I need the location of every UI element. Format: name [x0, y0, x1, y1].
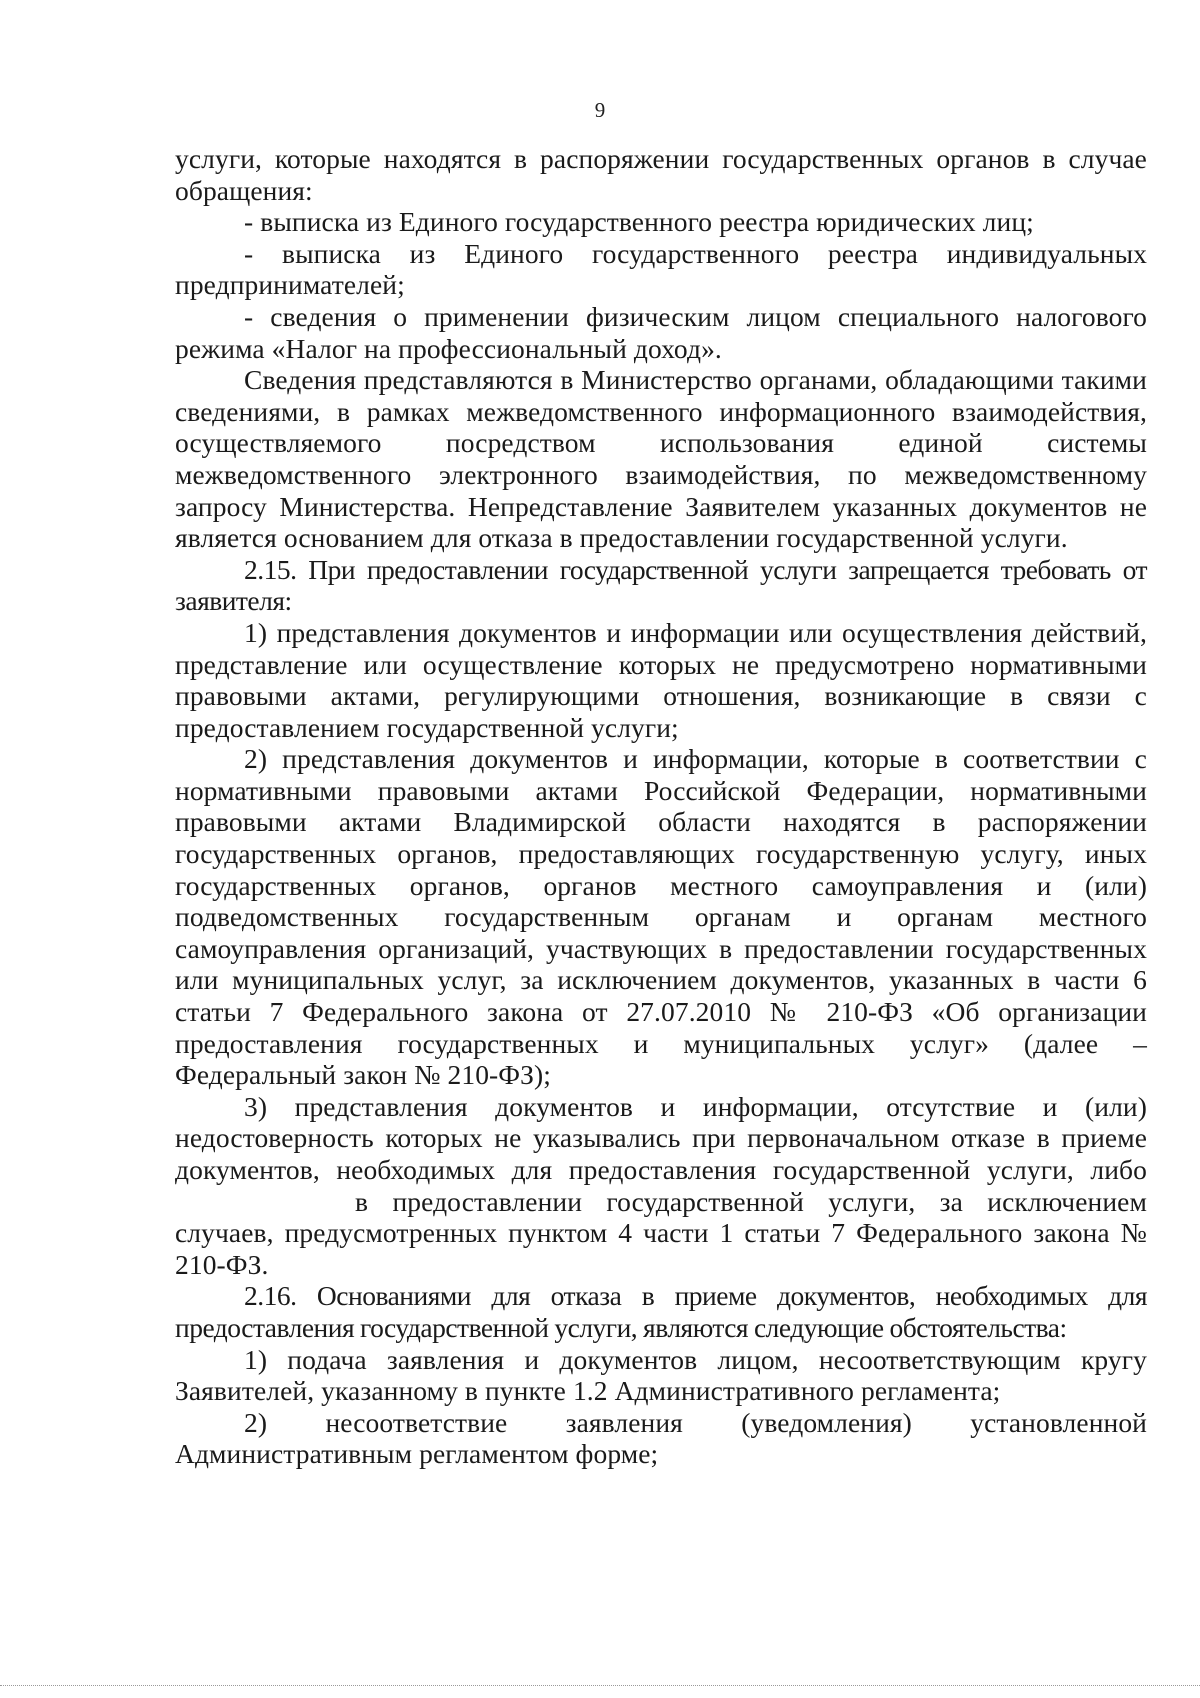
section-2-15-heading: 2.15. При предоставлении государственной услуги запрещается требовать от заявителя:: [175, 553, 1147, 617]
paragraph-documents-intro: услуги, которые находятся в распоряжении государственных органов в случае обращения:: [175, 143, 1147, 206]
page-number: 9: [594, 98, 606, 122]
section-2-15-item-3-part-a: 3) представления документов и информации, отсутствие и (или) недостоверность которых не указывались при первоначальном отказе в приеме документов, необходимых для предоставления государственной услуги, либо: [175, 1090, 1147, 1185]
paragraph-interagency-info: Сведения представляются в Министерство органами, обладающими такими сведениями, в рамках межведомственного информационного взаимодействия, осуществляемого посредством использования единой системы межведомственного электронного взаимодействия, по межведомственному запросу Министерства. Непредставление Заявителем указанных документов не является основанием для отказа в предоставлении государственной услуги.: [175, 364, 1147, 554]
section-2-15-item-3: [175, 1091, 1147, 1281]
section-2-16-heading: 2.16. Основаниями для отказа в приеме документов, необходимых для предоставления государственной услуги, являются следующие обстоятельства:: [175, 1280, 1147, 1343]
scan-edge-line: [0, 1685, 1200, 1686]
section-2-16-item-1: 1) подача заявления и документов лицом, несоответствующим кругу Заявителей, указанному в пункте 1.2 Административного регламента;: [175, 1343, 1147, 1407]
list-item-egrul-extract: - выписка из Единого государственного реестра юридических лиц;: [244, 206, 1034, 238]
section-2-16-item-2: 2) несоответствие заявления (уведомления) установленной Административным регламентом форме;: [175, 1406, 1147, 1470]
section-2-15-item-3-part-b: в предоставлении государственной услуги, за исключением случаев, предусмотренных пунктом 4 части 1 статьи 7 Федерального закона № 210-ФЗ.: [175, 1185, 1147, 1280]
section-2-15-item-1: 1) представления документов и информации или осуществления действий, представление или осуществление которых не предусмотрено нормативными правовыми актами, регулирующими отношения, возникающие в связи с предоставлением государственной услуги;: [175, 616, 1147, 743]
document-body: [175, 143, 1147, 1470]
section-2-15-item-2: 2) представления документов и информации, которые в соответствии с нормативными правовыми актами Российской Федерации, нормативными правовыми актами Владимирской области находятся в распоряжении государственных органов, предоставляющих государственную услугу, иных государственных органов, органов местного самоуправления и (или) подведомственных государственным органам и органам местного самоуправления организаций, участвующих в предоставлении государственных или муниципальных услуг, за исключением документов, указанных в части 6 статьи 7 Федерального закона от 27.07.2010 № 210-ФЗ «Об организации предоставления государственных и муниципальных услуг» (далее – Федеральный закон № 210-ФЗ);: [175, 743, 1147, 1091]
list-item-tax-regime-info: - сведения о применении физическим лицом специального налогового режима «Налог на профессиональный доход».: [175, 300, 1147, 364]
list-item-egrip-extract: - выписка из Единого государственного реестра индивидуальных предпринимателей;: [175, 237, 1147, 301]
